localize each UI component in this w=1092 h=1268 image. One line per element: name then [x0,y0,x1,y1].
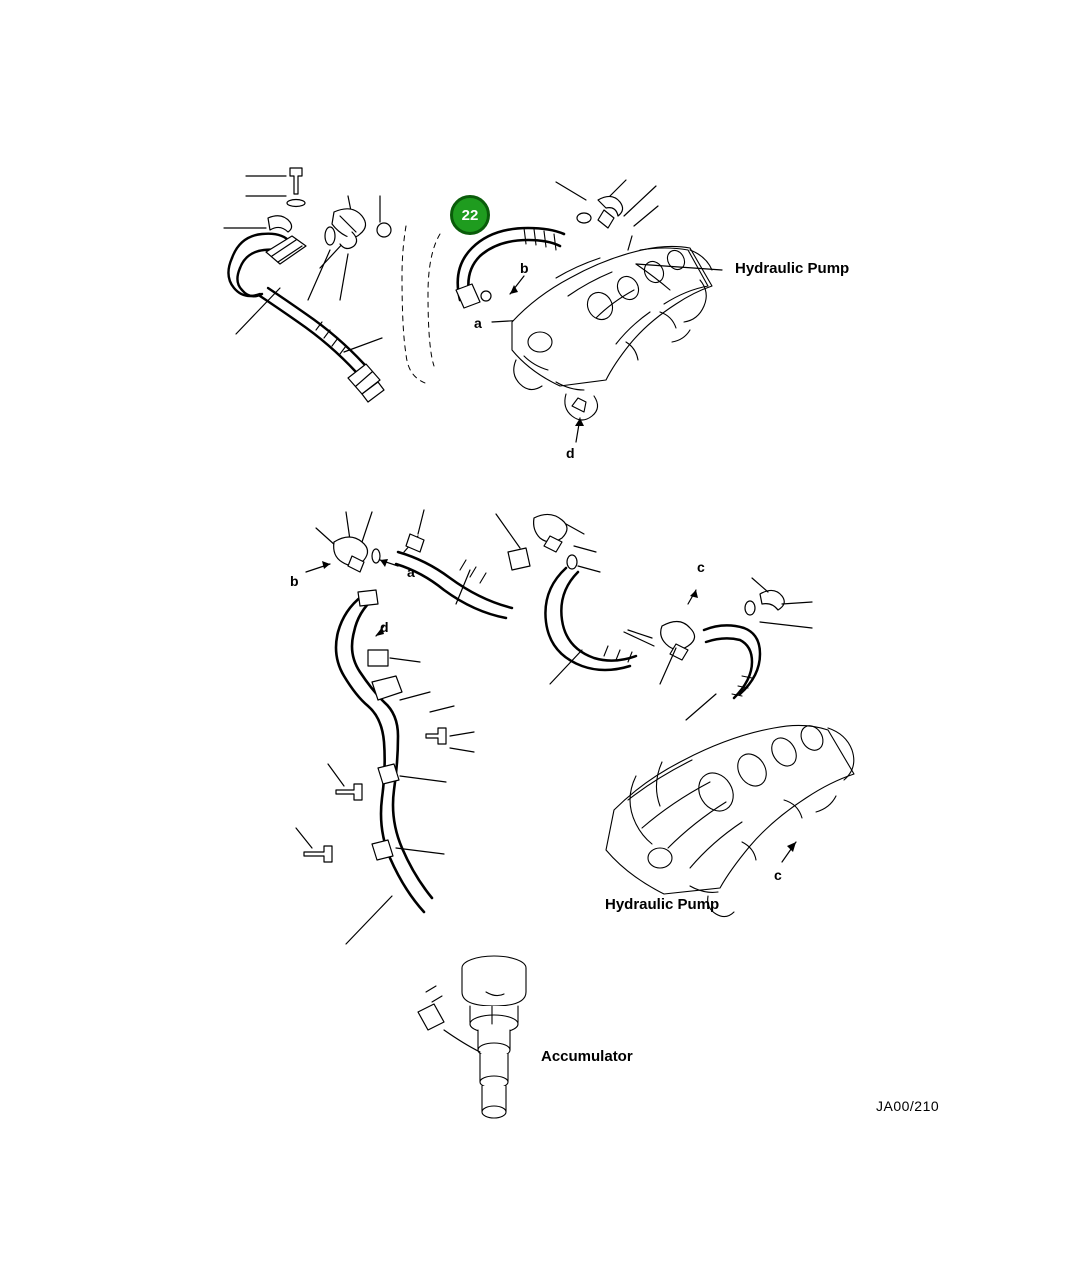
plug-part [377,223,391,237]
sleeve-part [368,650,388,666]
label-accumulator: Accumulator [541,1048,633,1065]
leader-line [450,748,474,752]
washer-part [287,200,305,207]
leader-line [628,630,652,638]
tee-fitting-part [332,209,366,238]
phantom-line [428,234,440,366]
leader-line [308,250,330,300]
o-ring-part [325,227,335,245]
leader-line [686,694,716,720]
hydraulic-pump-top [512,246,712,420]
arrow-head [322,561,330,569]
callout-badge-22[interactable] [450,195,490,235]
arrow-head [380,559,388,567]
leader-line [556,182,586,200]
callout-badge-label: 22 [461,206,479,224]
o-ring-part [567,555,577,569]
tube-end-part [418,1004,444,1030]
leader-line [634,206,658,226]
item-letter-c-bottom: c [774,867,782,883]
hydraulic-pump-bottom [606,722,854,917]
leader-line [444,1030,480,1052]
bolt-part [304,846,332,862]
leader-line [566,524,584,534]
accumulator [462,956,526,1118]
leader-line [610,180,626,196]
leader-line [328,764,344,786]
arrow-head [510,285,518,294]
hose-end-part [508,548,530,570]
bolt-part [426,728,446,744]
leader-line [390,658,420,662]
leader-line [296,828,312,848]
bolt-part [290,168,302,194]
elbow-fitting-part [760,590,784,610]
leader-line [578,566,600,572]
item-letter-a-top: a [474,315,482,331]
item-letter-d-middle: d [380,619,389,635]
hose-line [398,552,512,608]
arrow-head [787,842,796,852]
leader-line [660,648,676,684]
tube-collar-part [358,590,378,606]
leader-line [418,510,424,534]
leader-line [340,254,348,300]
bolt-part [336,784,362,800]
label-hydraulic-pump-top: Hydraulic Pump [735,260,850,277]
leader-line [346,512,350,540]
fitting-part [406,534,424,552]
o-ring-part [372,549,380,563]
hose-collar-part [266,236,306,264]
leader-line [628,236,632,250]
leader-line [400,692,430,700]
item-letter-b-top: b [520,260,529,276]
leader-line [362,512,372,542]
leader-line [346,896,392,944]
drawing-number: JA00/210 [876,1098,940,1114]
leader-line [782,602,812,604]
leader-line [450,732,474,736]
leader-line [316,528,336,546]
leader-line [550,650,582,684]
o-ring-part [745,601,755,615]
arrow-head [690,590,698,598]
leader-line [496,514,520,548]
leader-line [574,546,596,552]
item-letter-d-top: d [566,445,575,461]
label-hydraulic-pump-bottom: Hydraulic Pump [605,896,720,913]
clamp-part [372,840,393,860]
elbow-fitting-part [268,216,292,232]
leader-line [752,578,768,592]
item-letter-a-middle: a [407,564,415,580]
bracket-part [372,676,402,700]
leader-line [760,622,812,628]
hose-22-end-fitting [456,284,480,308]
leader-line [430,706,454,712]
phantom-line [402,226,428,384]
item-letter-c-middle: c [697,559,705,575]
washer-part [577,213,591,223]
item-letter-b-middle: b [290,573,299,589]
leader-line [400,776,446,782]
